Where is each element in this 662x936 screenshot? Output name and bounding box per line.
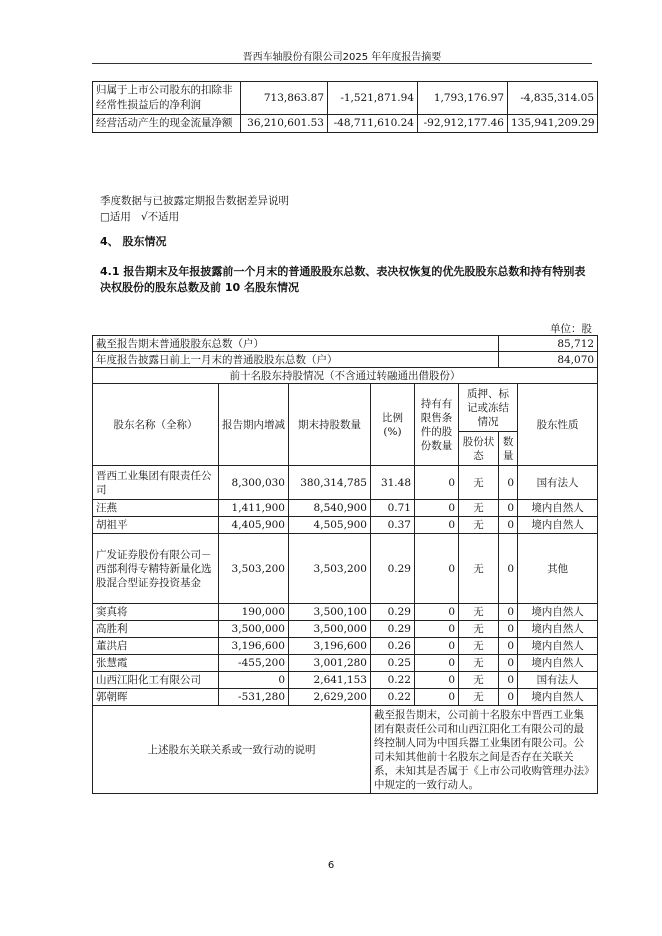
shareholder-shares: 8,540,900 (289, 500, 371, 517)
shareholder-shares: 2,629,200 (289, 689, 371, 706)
q3-value: 1,793,176.97 (418, 82, 508, 115)
shareholder-pledge-status: 无 (459, 604, 499, 621)
shareholder-name: 山西江阳化工有限公司 (93, 672, 219, 689)
shareholder-change: 3,500,000 (219, 621, 289, 638)
shareholder-pledge-count: 0 (499, 604, 518, 621)
relation-label: 上述股东关联关系或一致行动的说明 (93, 706, 371, 794)
header-shares: 期末持股数量 (289, 384, 371, 466)
shareholder-shares: 4,505,900 (289, 517, 371, 534)
unit-label: 单位：股 (550, 323, 592, 335)
q2-value: -48,711,610.24 (328, 115, 418, 133)
shareholder-change: -455,200 (219, 655, 289, 672)
table-row (93, 638, 598, 655)
shareholder-name: 董洪启 (93, 638, 219, 655)
table-row (93, 534, 598, 604)
shareholder-ratio: 31.48 (371, 466, 415, 500)
shareholder-restricted: 0 (415, 604, 459, 621)
option-not-applicable: √不适用 (140, 211, 180, 223)
shareholder-pledge-status: 无 (459, 689, 499, 706)
shareholder-pledge-status: 无 (459, 621, 499, 638)
header-name: 股东名称（全称） (93, 384, 219, 466)
shareholder-name: 胡祖平 (93, 517, 219, 534)
shareholder-pledge-count: 0 (499, 689, 518, 706)
table-row (93, 352, 598, 368)
shareholder-nature: 境内自然人 (518, 655, 598, 672)
section-4-1-heading: 4.1 报告期末及年报披露前一个月末的普通股股东总数、表决权恢复的优先股股东总数和持有特别表决权股份的股东总数及前 10 名股东情况 (100, 265, 586, 294)
shareholder-change: 1,411,900 (219, 500, 289, 517)
header-pledge-status: 股份状态 (459, 432, 499, 466)
table-row (93, 368, 598, 384)
q4-value: -4,835,314.05 (508, 82, 598, 115)
shareholder-change: 190,000 (219, 604, 289, 621)
shareholder-nature: 国有法人 (518, 466, 598, 500)
shareholder-name: 汪燕 (93, 500, 219, 517)
shareholder-nature: 境内自然人 (518, 500, 598, 517)
page-number: 6 (327, 860, 335, 871)
shareholder-name: 晋西工业集团有限责任公司 (93, 466, 219, 500)
shareholder-nature: 境内自然人 (518, 621, 598, 638)
shareholder-change: 0 (219, 672, 289, 689)
table-row (93, 336, 598, 352)
shareholder-restricted: 0 (415, 689, 459, 706)
table-header-row (93, 384, 598, 432)
table-row (93, 500, 598, 517)
header-change: 报告期内增减 (219, 384, 289, 466)
total-end-label: 截至报告期末普通股股东总数（户） (93, 336, 499, 352)
shareholder-name: 张慧霞 (93, 655, 219, 672)
shareholder-restricted: 0 (415, 672, 459, 689)
shareholder-pledge-count: 0 (499, 672, 518, 689)
q1-value: 36,210,601.53 (241, 115, 328, 133)
shareholder-change: 4,405,900 (219, 517, 289, 534)
shareholder-restricted: 0 (415, 534, 459, 604)
shareholder-ratio: 0.25 (371, 655, 415, 672)
q3-value: -92,912,177.46 (418, 115, 508, 133)
table-row (93, 517, 598, 534)
shareholder-shares: 3,001,280 (289, 655, 371, 672)
shareholder-pledge-status: 无 (459, 638, 499, 655)
shareholder-nature: 境内自然人 (518, 604, 598, 621)
shareholder-pledge-status: 无 (459, 655, 499, 672)
table-row (93, 706, 598, 794)
section-4-heading: 4、 股东情况 (100, 235, 167, 248)
q2-value: -1,521,871.94 (328, 82, 418, 115)
shareholder-pledge-status: 无 (459, 534, 499, 604)
shareholder-restricted: 0 (415, 466, 459, 500)
shareholder-pledge-count: 0 (499, 466, 518, 500)
page-header: 晋西车轴股份有限公司2025 年年度报告摘要 (242, 52, 442, 63)
shareholder-pledge-count: 0 (499, 621, 518, 638)
shareholder-nature: 境内自然人 (518, 689, 598, 706)
shareholder-nature: 境内自然人 (518, 517, 598, 534)
table-row (93, 115, 598, 133)
quarter-diff-options (100, 209, 179, 224)
table-row (93, 655, 598, 672)
shareholder-ratio: 0.71 (371, 500, 415, 517)
shareholder-shares: 3,500,000 (289, 621, 371, 638)
shareholder-change: 3,503,200 (219, 534, 289, 604)
shareholder-pledge-status: 无 (459, 672, 499, 689)
shareholder-pledge-count: 0 (499, 638, 518, 655)
shareholder-nature: 境内自然人 (518, 638, 598, 655)
shareholder-restricted: 0 (415, 655, 459, 672)
shareholder-name: 郭朝晖 (93, 689, 219, 706)
profit-table (92, 81, 598, 133)
total-end-value: 85,712 (499, 336, 598, 352)
shareholder-shares: 2,641,153 (289, 672, 371, 689)
row-label: 归属于上市公司股东的扣除非经常性损益后的净利润 (93, 82, 241, 115)
shareholder-ratio: 0.29 (371, 534, 415, 604)
top10-title: 前十名股东持股情况（不含通过转融通出借股份） (93, 368, 598, 384)
table-row (93, 82, 598, 115)
shareholder-nature: 国有法人 (518, 672, 598, 689)
header-divider (92, 63, 592, 64)
shareholder-shares: 3,196,600 (289, 638, 371, 655)
shareholder-change: 8,300,030 (219, 466, 289, 500)
shareholder-shares: 380,314,785 (289, 466, 371, 500)
header-ratio: 比例(%) (371, 384, 415, 466)
total-prev-value: 84,070 (499, 352, 598, 368)
shareholder-pledge-status: 无 (459, 500, 499, 517)
shareholder-pledge-count: 0 (499, 517, 518, 534)
shareholder-pledge-status: 无 (459, 466, 499, 500)
shareholder-name: 广发证券股份有限公司－西部利得专精特新量化选股混合型证券投资基金 (93, 534, 219, 604)
shareholder-ratio: 0.26 (371, 638, 415, 655)
shareholder-name: 高胜利 (93, 621, 219, 638)
shareholder-pledge-count: 0 (499, 500, 518, 517)
shareholder-change: 3,196,600 (219, 638, 289, 655)
shareholder-shares: 3,500,100 (289, 604, 371, 621)
shareholder-nature: 其他 (518, 534, 598, 604)
shareholder-pledge-count: 0 (499, 655, 518, 672)
shareholder-restricted: 0 (415, 500, 459, 517)
row-label: 经营活动产生的现金流量净额 (93, 115, 241, 133)
shareholder-ratio: 0.37 (371, 517, 415, 534)
table-row (93, 621, 598, 638)
q1-value: 713,863.87 (241, 82, 328, 115)
shareholder-shares: 3,503,200 (289, 534, 371, 604)
option-applicable: □适用 (100, 211, 131, 223)
total-prev-label: 年度报告披露日前上一月末的普通股股东总数（户） (93, 352, 499, 368)
shareholder-change: -531,280 (219, 689, 289, 706)
quarter-diff-note: 季度数据与已披露定期报告数据差异说明 (100, 195, 289, 207)
header-pledge: 质押、标记或冻结情况 (459, 384, 518, 432)
shareholder-pledge-count: 0 (499, 534, 518, 604)
shareholder-ratio: 0.22 (371, 689, 415, 706)
table-row (93, 672, 598, 689)
table-row (93, 604, 598, 621)
shareholder-ratio: 0.29 (371, 604, 415, 621)
q4-value: 135,941,209.29 (508, 115, 598, 133)
shareholder-table (92, 335, 598, 794)
shareholder-restricted: 0 (415, 517, 459, 534)
header-nature: 股东性质 (518, 384, 598, 466)
shareholder-restricted: 0 (415, 638, 459, 655)
header-restricted: 持有有限售条件的股份数量 (415, 384, 459, 466)
shareholder-restricted: 0 (415, 621, 459, 638)
shareholder-pledge-status: 无 (459, 517, 499, 534)
table-row (93, 466, 598, 500)
shareholder-name: 窦真将 (93, 604, 219, 621)
shareholder-ratio: 0.29 (371, 621, 415, 638)
table-row (93, 689, 598, 706)
header-pledge-count: 数量 (499, 432, 518, 466)
relation-text: 截至报告期末，公司前十名股东中晋西工业集团有限责任公司和山西江阳化工有限公司的最终控制人同为中国兵器工业集团有限公司。公司未知其他前十名股东之间是否存在关联关系，未知其是否属于《上市公司收购管理办法》中规定的一致行动人。 (371, 706, 598, 794)
shareholder-ratio: 0.22 (371, 672, 415, 689)
